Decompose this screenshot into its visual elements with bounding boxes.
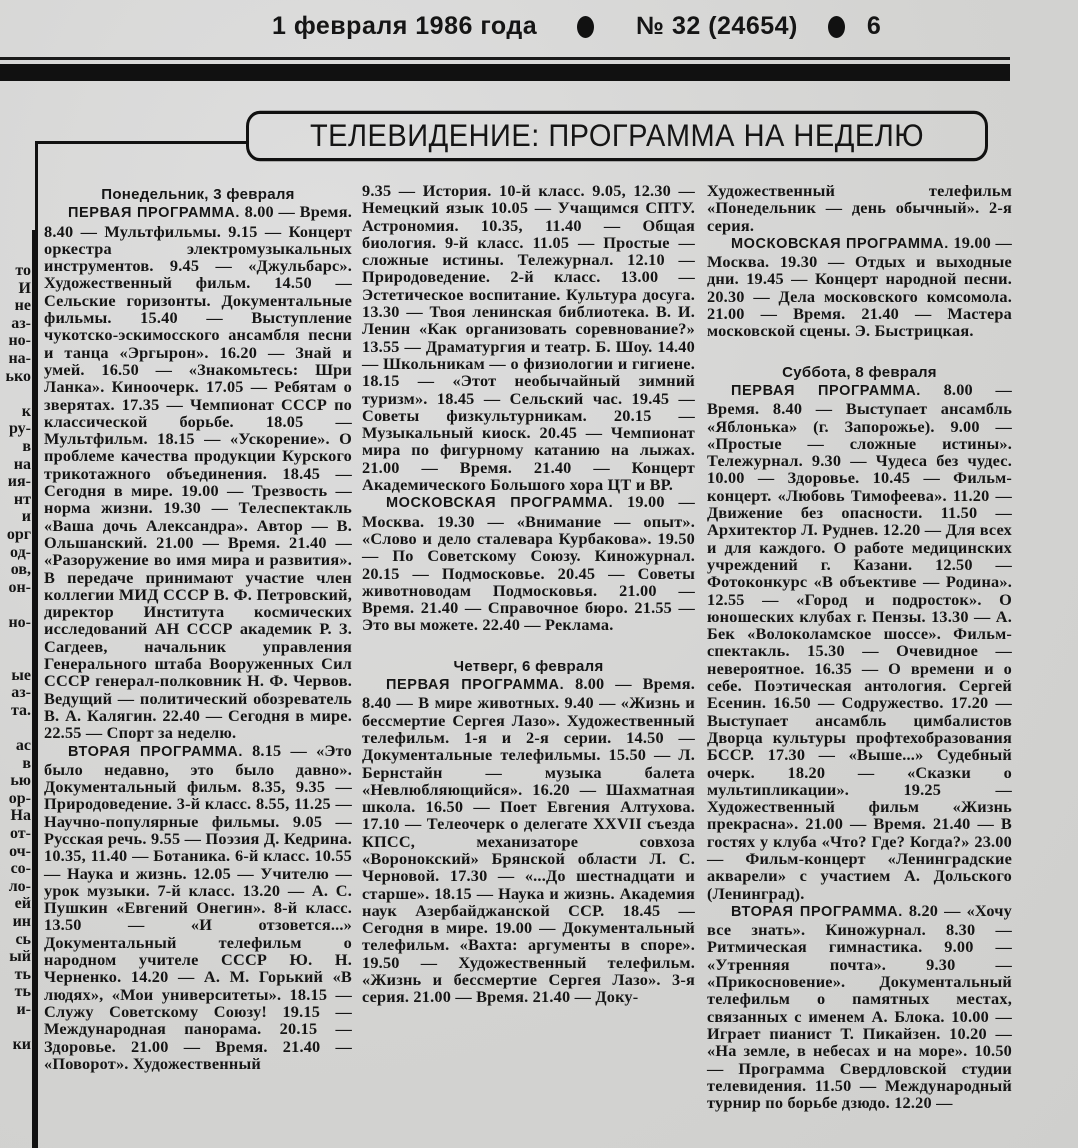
section-frame-left: [35, 141, 38, 1148]
day-heading: Суббота, 8 февраля: [782, 363, 937, 381]
schedule-text: 8.20 — «Хочу все знать». Киножурнал. 8.30 — Ритмическая гимнастика. 9.00 — «Утренняя почта». 9.30 — «Прикосновение». Документальный телефильм о памятных местах, связанных с именем А. Блока. 10.00 — Играет пианист Т. Пикайзен. 10.20 — «На земле, в небесах и на море». 10.50 — Программа Свердловской студии телевидения. 11.50 — Международный турнир по борьбе дзюдо. 12.20 —: [707, 900, 1013, 1113]
header-rule-thick: [0, 64, 1010, 81]
schedule-text: 19.00 — Москва. 19.30 — «Внимание — опыт». «Слово и дело сталевара Курбакова». 19.50 — По Советскому Союзу. Киножурнал. 20.15 — Подмосковье. 20.45 — Советы животноводам Подмосковья. 21.00 — Время. 21.40 — Справочное бюро. 21.55 — Это вы можете. 22.40 — Реклама.: [362, 492, 695, 635]
channel-label: ВТОРАЯ ПРОГРАММА.: [731, 903, 903, 920]
fragment-line: ько: [5, 367, 31, 385]
tv-column-1: [44, 186, 352, 1072]
bullet-icon: [828, 16, 845, 38]
fragment-line: [0, 631, 31, 649]
tv-column-2: [362, 182, 695, 1006]
issue-date: 1 февраля 1986 года: [272, 12, 538, 40]
fragment-line: нт: [13, 490, 31, 508]
section-title-text: ТЕЛЕВИДЕНИЕ: ПРОГРАММА НА НЕДЕЛЮ: [309, 117, 925, 154]
fragment-line: И: [18, 279, 31, 297]
fragment-line: од-: [10, 543, 31, 561]
page-number: 6: [866, 12, 882, 40]
fragment-line: аз-: [11, 314, 31, 332]
fragment-line: орг: [6, 525, 31, 543]
fragment-line: оч-: [9, 842, 31, 860]
channel-label: ПЕРВАЯ ПРОГРАММА.: [731, 382, 921, 399]
program-listing: [707, 902, 1012, 1112]
fragment-line: ть: [14, 983, 31, 1001]
fragment-line: [0, 385, 31, 403]
channel-label: МОСКОВСКАЯ ПРОГРАММА.: [386, 495, 614, 512]
adjacent-column-fragment: [0, 262, 31, 1054]
day-heading: Понедельник, 3 февраля: [101, 186, 295, 203]
fragment-line: но-: [8, 613, 31, 631]
channel-label: ПЕРВАЯ ПРОГРАММА.: [386, 677, 565, 694]
schedule-text: 8.00 — Время. 8.40 — Выступает ансамбль «Яблонька» (г. Запорожье). 9.00 — «Простые — сложные истины». Тележурнал. 9.30 — Чудеса без чудес. 10.00 — Здоровье. 10.45 — Фильм-концерт. «Любовь Тимофеева». 11.20 — Движение без опасности. 11.50 — Архитектор Л. Руднев. 12.20 — Для всех и для каждого. О работе медицинских учреждений г. Казани. 12.50 — Фотоконкурс «В объективе — Родина». 12.55 — «Город и подросток». О юношеских клубах г. Пензы. 13.30 — А. Бек «Волоколамское шоссе». Фильм-спектакль. 15.30 — Очевидное — невероятное. 16.35 — О времени и о себе. Поэтическая антология. Сергей Есенин. 16.50 — Содружество. 17.20 — Выступает ансамбль цимбалистов Дворца культуры профтехобразования БССР. 17.30 — «Выше...» Судебный очерк. 18.20 — «Сказки о мультипликации». 19.25 — Художественный фильм «Жизнь прекрасна». 21.00 — Время. 21.40 — В гостях у клуба «Что? Где? Когда?» 23.00 — Фильм-концерт «Ленинградские акварели» с участием А. Дольского (Ленинград).: [707, 379, 1012, 903]
fragment-line: ия-: [7, 473, 31, 491]
fragment-line: на: [13, 455, 31, 473]
issue-number: № 32 (24654): [636, 12, 798, 40]
fragment-line: ин: [12, 912, 31, 930]
section-title: [246, 111, 988, 162]
program-listing: [44, 203, 352, 741]
schedule-text: 8.00 — Время. 8.40 — В мире животных. 9.40 — «Жизнь и бессмертие Сергея Лазо». Художественный телефильм. 1-я и 2-я серии. 14.50 — Документальные телефильмы. 15.50 — Л. Бернстайн — музыка балета «Невлюбляющийся». 16.20 — Шахматная школа. 16.50 — Поет Евгения Алтухова. 17.10 — Телеочерк о делегате XXVII съезда КПСС, механизаторе совхоза «Воронокский» Брянской области Л. С. Черновой. 17.30 — «...До шестнадцати и старше». 18.15 — Наука и жизнь. Академия наук Азербайджанской ССР. 18.45 — Сегодня в мире. 19.00 — Документальный телефильм. «Вахта: аргументы в споре». 19.50 — Художественный телефильм. «Жизнь и бессмертие Сергея Лазо». 3-я серия. 21.00 — Время. 21.40 — Доку-: [362, 674, 695, 1007]
fragment-line: сь: [15, 930, 31, 948]
fragment-line: он-: [8, 578, 31, 596]
schedule-text: 19.00 — Москва. 19.30 — Отдых и выходные дни. 19.45 — Концерт народной песни. 20.30 — Дела московского комсомола. 21.00 — Время. 21.40 — Мастера московской сцены. Э. Быстрицкая.: [707, 232, 1013, 341]
fragment-line: ки: [12, 1036, 31, 1054]
fragment-line: от-: [10, 825, 31, 842]
fragment-line: ть: [14, 965, 31, 983]
fragment-line: ый: [9, 948, 31, 966]
fragment-line: аз-: [11, 684, 31, 702]
fragment-line: в: [22, 437, 31, 455]
fragment-line: но-: [8, 332, 31, 350]
fragment-line: то: [15, 262, 31, 279]
fragment-line: [0, 596, 31, 614]
program-listing: [707, 234, 1012, 340]
page-header: [272, 12, 881, 41]
channel-label: ВТОРАЯ ПРОГРАММА.: [68, 743, 243, 760]
schedule-text: 9.35 — История. 10-й класс. 9.05, 12.30 — Немецкий язык 10.05 — Учащимся СПТУ. Астрономия. 10.35, 11.40 — Общая биология. 9-й класс. 11.05 — Простые — сложные истины. Тележурнал. 12.10 — Природоведение. 2-й класс. 13.00 — Эстетическое воспитание. Культура досуга. 13.30 — Твоя ленинская библиотека. В. И. Ленин «Как организовать соревнование?» 13.55 — Драматургия и театр. Б. Шоу. 14.40 — Школьникам — о физиологии и гигиене. 18.15 — «Этот необычайный зимний туризм». 18.45 — Сельский час. 19.45 — Советы физкультурникам. 20.15 — Музыкальный киоск. 20.45 — Чемпионат мира по фигурному катанию на лыжах. 21.00 — Время. 21.40 — Концерт Академического Большого хора ЦТ и ВР.: [362, 181, 695, 495]
fragment-line: и-: [16, 1000, 31, 1018]
fragment-line: не: [14, 297, 31, 315]
fragment-line: на-: [8, 349, 31, 367]
schedule-text: 8.15 — «Это было недавно, это было давно». Документальный фильм. 8.35, 9.35 — Природоведение. 3-й класс. 8.55, 11.25 — Научно-популярные фильмы. 9.05 — Русская речь. 9.55 — Поэзия Д. Кедрина. 10.35, 11.40 — Ботаника. 6-й класс. 10.55 — Наука и жизнь. 12.05 — Учителю — урок музыки. 7-й класс. 13.20 — А. С. Пушкин «Евгений Онегин». 8-й класс. 13.50 — «И отзовется...» Документальный телефильм о народном учителе СССР Ю. Н. Черненко. 14.20 — А. М. Горький «В людях», «Мои университеты». 18.15 — Служу Советскому Союзу! 19.15 — Международная панорама. 20.15 — Здоровье. 21.00 — Время. 21.40 — «Поворот». Художественный: [44, 740, 352, 1073]
day-heading: Четверг, 6 февраля: [453, 657, 604, 675]
program-listing: [707, 182, 1012, 234]
fragment-line: к: [21, 402, 31, 420]
fragment-line: [0, 1019, 31, 1037]
header-rule-thin: [0, 57, 1010, 60]
channel-label: ПЕРВАЯ ПРОГРАММА.: [68, 205, 240, 222]
fragment-line: ас: [15, 737, 31, 755]
fragment-line: та.: [10, 701, 31, 719]
program-listing: [362, 493, 695, 633]
channel-label: МОСКОВСКАЯ ПРОГРАММА.: [731, 235, 949, 252]
fragment-line: [0, 649, 31, 667]
program-listing: [362, 182, 695, 493]
fragment-line: ру-: [8, 420, 31, 438]
fragment-line: ор-: [8, 789, 31, 807]
schedule-text: 8.00 — Время. 8.40 — Мультфильмы. 9.15 — Концерт оркестра электромузыкальных инструментов. 9.45 — «Джульбарс». Художественный фильм. 14.50 — Сельские горизонты. Документальные фильмы. 15.40 — Выступление чукотско-эскимосского ансамбля песни и танца «Эргырон». 16.20 — Знай и умей. 16.50 — «Знакомьтесь: Шри Ланка». Киноочерк. 17.05 — Ребятам о зверятах. 17.35 — Чемпионат СССР по классической борьбе. 18.05 — Мультфильм. 18.15 — «Ускорение». О проблеме качества продукции Курского трикотажного объединения. 18.45 — Сегодня в мире. 19.00 — Трезвость — норма жизни. 19.30 — Телеспектакль «Ваша дочь Александра». Автор — В. Ольшанский. 21.00 — Время. 21.40 — «Разоружение во имя мира и развития». В передаче принимают участие член коллегии МИД СССР В. Ф. Петровский, директор Института космических исследований АН СССР академик Р. З. Сагдеев, начальник управления Генерального штаба Вооруженных Сил СССР генерал-полковник Н. Ф. Червов. Ведущий — политический обозреватель В. А. Калягин. 22.40 — Сегодня в мире. 22.55 — Спорт за неделю.: [44, 202, 352, 743]
fragment-line: ей: [14, 895, 31, 913]
schedule-text: Художественный телефильм «Понедельник — день обычный». 2-я серия.: [707, 181, 1012, 235]
program-listing: [44, 742, 352, 1073]
fragment-line: На: [10, 807, 31, 825]
fragment-line: [0, 719, 31, 737]
fragment-line: со-: [10, 860, 31, 878]
tv-column-3: [707, 182, 1012, 1111]
program-listing: [362, 675, 695, 1006]
fragment-line: ые: [11, 666, 31, 684]
fragment-line: ов,: [10, 561, 31, 579]
bullet-icon: [577, 16, 594, 38]
program-listing: [707, 381, 1012, 902]
section-frame-top: [36, 141, 248, 144]
fragment-line: и: [21, 508, 31, 526]
fragment-line: в: [22, 754, 31, 772]
fragment-line: ло-: [8, 877, 31, 895]
fragment-line: ью: [10, 772, 31, 790]
